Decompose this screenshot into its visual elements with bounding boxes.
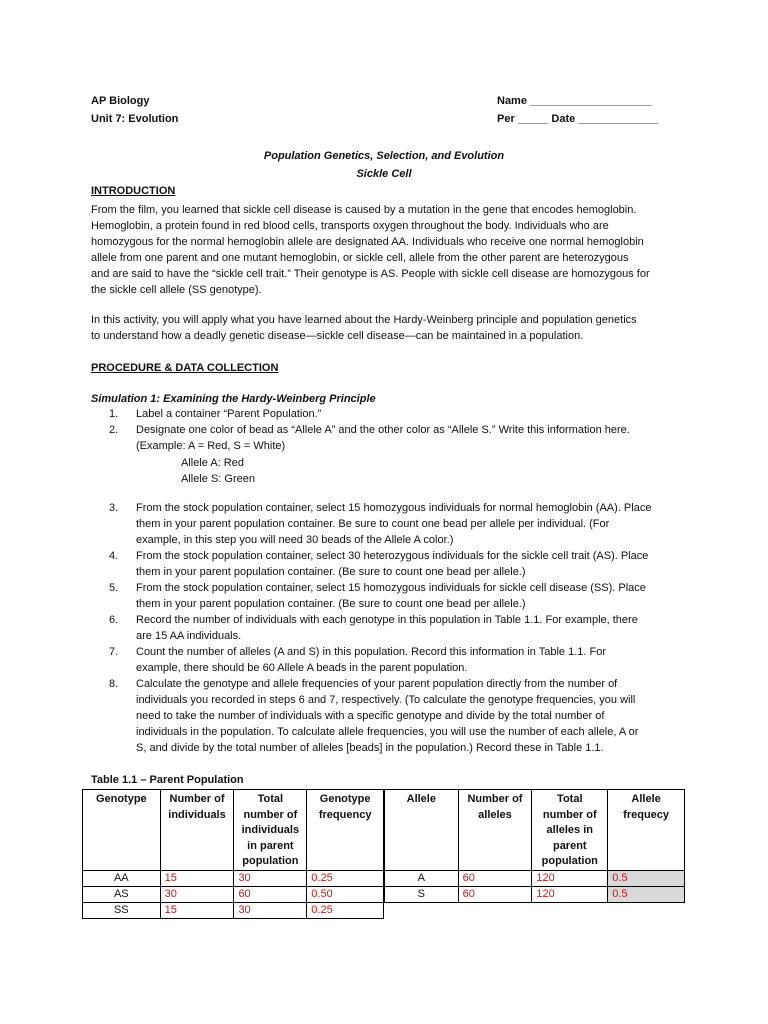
- genotype-frequency-cell: 0.25: [307, 870, 384, 886]
- table-row: [83, 870, 384, 886]
- allele-a-assignment: Allele A: Red: [181, 457, 244, 469]
- allele-count-cell: 60: [458, 870, 532, 886]
- step-text: S, and divide by the total number of alleles [beads] in the population.) Record these in Table 1.1.: [136, 742, 604, 754]
- table-row: [83, 902, 384, 918]
- step-number: 1.: [109, 408, 119, 420]
- individuals-count-cell: 15: [160, 902, 234, 918]
- allele-table: [384, 789, 685, 903]
- text-line: to understand how a deadly genetic disease—sickle cell disease—can be maintained in a population.: [91, 330, 584, 342]
- text-line: the sickle cell allele (SS genotype).: [91, 284, 262, 296]
- text-line: From the film, you learned that sickle cell disease is caused by a mutation in the gene that encodes hemoglobin.: [91, 204, 637, 216]
- text-line: homozygous for the normal hemoglobin allele are designated AA. Individuals who receive one normal hemoglobin: [91, 236, 644, 248]
- step-text: example, there should be 60 Allele A beads in the parent population.: [136, 662, 468, 674]
- step-text: them in your parent population container. (Be sure to count one bead per allele.): [136, 566, 526, 578]
- total-individuals-cell: 30: [234, 870, 307, 886]
- worksheet-subtitle: Sickle Cell: [356, 168, 412, 180]
- text-line: allele from one parent and one mutant hemoglobin, or sickle cell, allele from the other parent are heterozygous: [91, 252, 629, 264]
- table-row: [385, 886, 685, 902]
- table-row: [83, 886, 384, 902]
- step-text: need to take the number of individuals with a specific genotype and divide by the total number of: [136, 710, 605, 722]
- step-text: Count the number of alleles (A and S) in this population. Record this information in Table 1.1. For: [136, 646, 607, 658]
- allele-count-column-header: Number of alleles: [458, 790, 532, 871]
- step-number: 5.: [109, 582, 119, 594]
- genotype-table: [82, 789, 384, 919]
- step-text: Designate one color of bead as “Allele A” and the other color as “Allele S.” Write this information here.: [136, 424, 630, 436]
- step-text: individuals you recorded in steps 6 and 7, respectively. (To calculate the genotype frequencies, you will: [136, 694, 636, 706]
- procedure-heading: PROCEDURE & DATA COLLECTION: [91, 362, 279, 374]
- table-row: [385, 870, 685, 886]
- total-individuals-cell: 60: [234, 886, 307, 902]
- step-text: From the stock population container, select 15 homozygous individuals for normal hemoglobin (AA). Place: [136, 502, 652, 514]
- genotype-frequency-cell: 0.25: [307, 902, 384, 918]
- step-text: individuals in the population. To calculate allele frequencies, you will use the number of each allele, A or: [136, 726, 639, 738]
- course-label: AP Biology: [91, 95, 150, 107]
- step-text: example, in this step you will need 30 beads of the Allele A color.): [136, 534, 454, 546]
- name-field-line: Name ____________________: [497, 95, 653, 107]
- step-number: 4.: [109, 550, 119, 562]
- individuals-count-cell: 30: [160, 886, 234, 902]
- total-alleles-cell: 120: [532, 886, 608, 902]
- allele-column-header: Allele: [385, 790, 459, 871]
- total-alleles-cell: 120: [532, 870, 608, 886]
- allele-frequency-column-header: Allele frequecy: [608, 790, 685, 871]
- allele-cell: S: [385, 886, 459, 902]
- text-line: and are said to have the “sickle cell trait.” Their genotype is AS. People with sickle cell disease are homozygous for: [91, 268, 650, 280]
- step-text: Calculate the genotype and allele frequencies of your parent population directly from the number of: [136, 678, 618, 690]
- allele-cell: A: [385, 870, 459, 886]
- introduction-paragraph-1: [91, 202, 691, 298]
- allele-count-cell: 60: [458, 886, 532, 902]
- table-caption: Table 1.1 – Parent Population: [91, 774, 244, 786]
- step-number: 7.: [109, 646, 119, 658]
- step-number: 6.: [109, 614, 119, 626]
- step-number: 2.: [109, 424, 119, 436]
- text-line: In this activity, you will apply what you have learned about the Hardy-Weinberg principle and population genetics: [91, 314, 637, 326]
- step-text: are 15 AA individuals.: [136, 630, 242, 642]
- genotype-frequency-cell: 0.50: [307, 886, 384, 902]
- step-text: them in your parent population container. (Be sure to count one bead per allele.): [136, 598, 526, 610]
- text-line: Hemoglobin, a protein found in red blood cells, transports oxygen throughout the body. Individuals who are: [91, 220, 609, 232]
- total-individuals-cell: 30: [234, 902, 307, 918]
- step-number: 8.: [109, 678, 119, 690]
- individuals-count-cell: 15: [160, 870, 234, 886]
- introduction-paragraph-2: [91, 312, 691, 344]
- genotype-cell: AS: [83, 886, 161, 902]
- step-text: Record the number of individuals with each genotype in this population in Table 1.1. For example, there: [136, 614, 638, 626]
- allele-s-assignment: Allele S: Green: [181, 473, 255, 485]
- allele-frequency-cell: 0.5: [608, 886, 685, 902]
- individuals-column-header: Number of individuals: [160, 790, 234, 871]
- total-alleles-column-header: Total number of alleles in parent population: [532, 790, 608, 871]
- worksheet-title: Population Genetics, Selection, and Evolution: [263, 150, 505, 162]
- introduction-heading: INTRODUCTION: [91, 185, 176, 197]
- genotype-cell: SS: [83, 902, 161, 918]
- total-individuals-column-header: Total number of individuals in parent population: [234, 790, 307, 871]
- step-text: Label a container “Parent Population.”: [136, 408, 322, 420]
- step-text: From the stock population container, select 15 homozygous individuals for sickle cell disease (SS). Place: [136, 582, 646, 594]
- step-text: (Example: A = Red, S = White): [136, 440, 286, 452]
- unit-label: Unit 7: Evolution: [91, 113, 179, 125]
- step-number: 3.: [109, 502, 119, 514]
- step-text: them in your parent population container. Be sure to count one bead per allele per individual. (For: [136, 518, 610, 530]
- genotype-cell: AA: [83, 870, 161, 886]
- per-date-field-line: Per _____ Date _____________: [497, 113, 658, 125]
- allele-frequency-cell: 0.5: [608, 870, 685, 886]
- simulation-title: Simulation 1: Examining the Hardy-Weinberg Principle: [91, 393, 376, 405]
- genotype-column-header: Genotype: [83, 790, 161, 871]
- genotype-frequency-column-header: Genotype frequency: [307, 790, 384, 871]
- step-text: From the stock population container, select 30 heterozygous individuals for the sickle cell trait (AS). Place: [136, 550, 649, 562]
